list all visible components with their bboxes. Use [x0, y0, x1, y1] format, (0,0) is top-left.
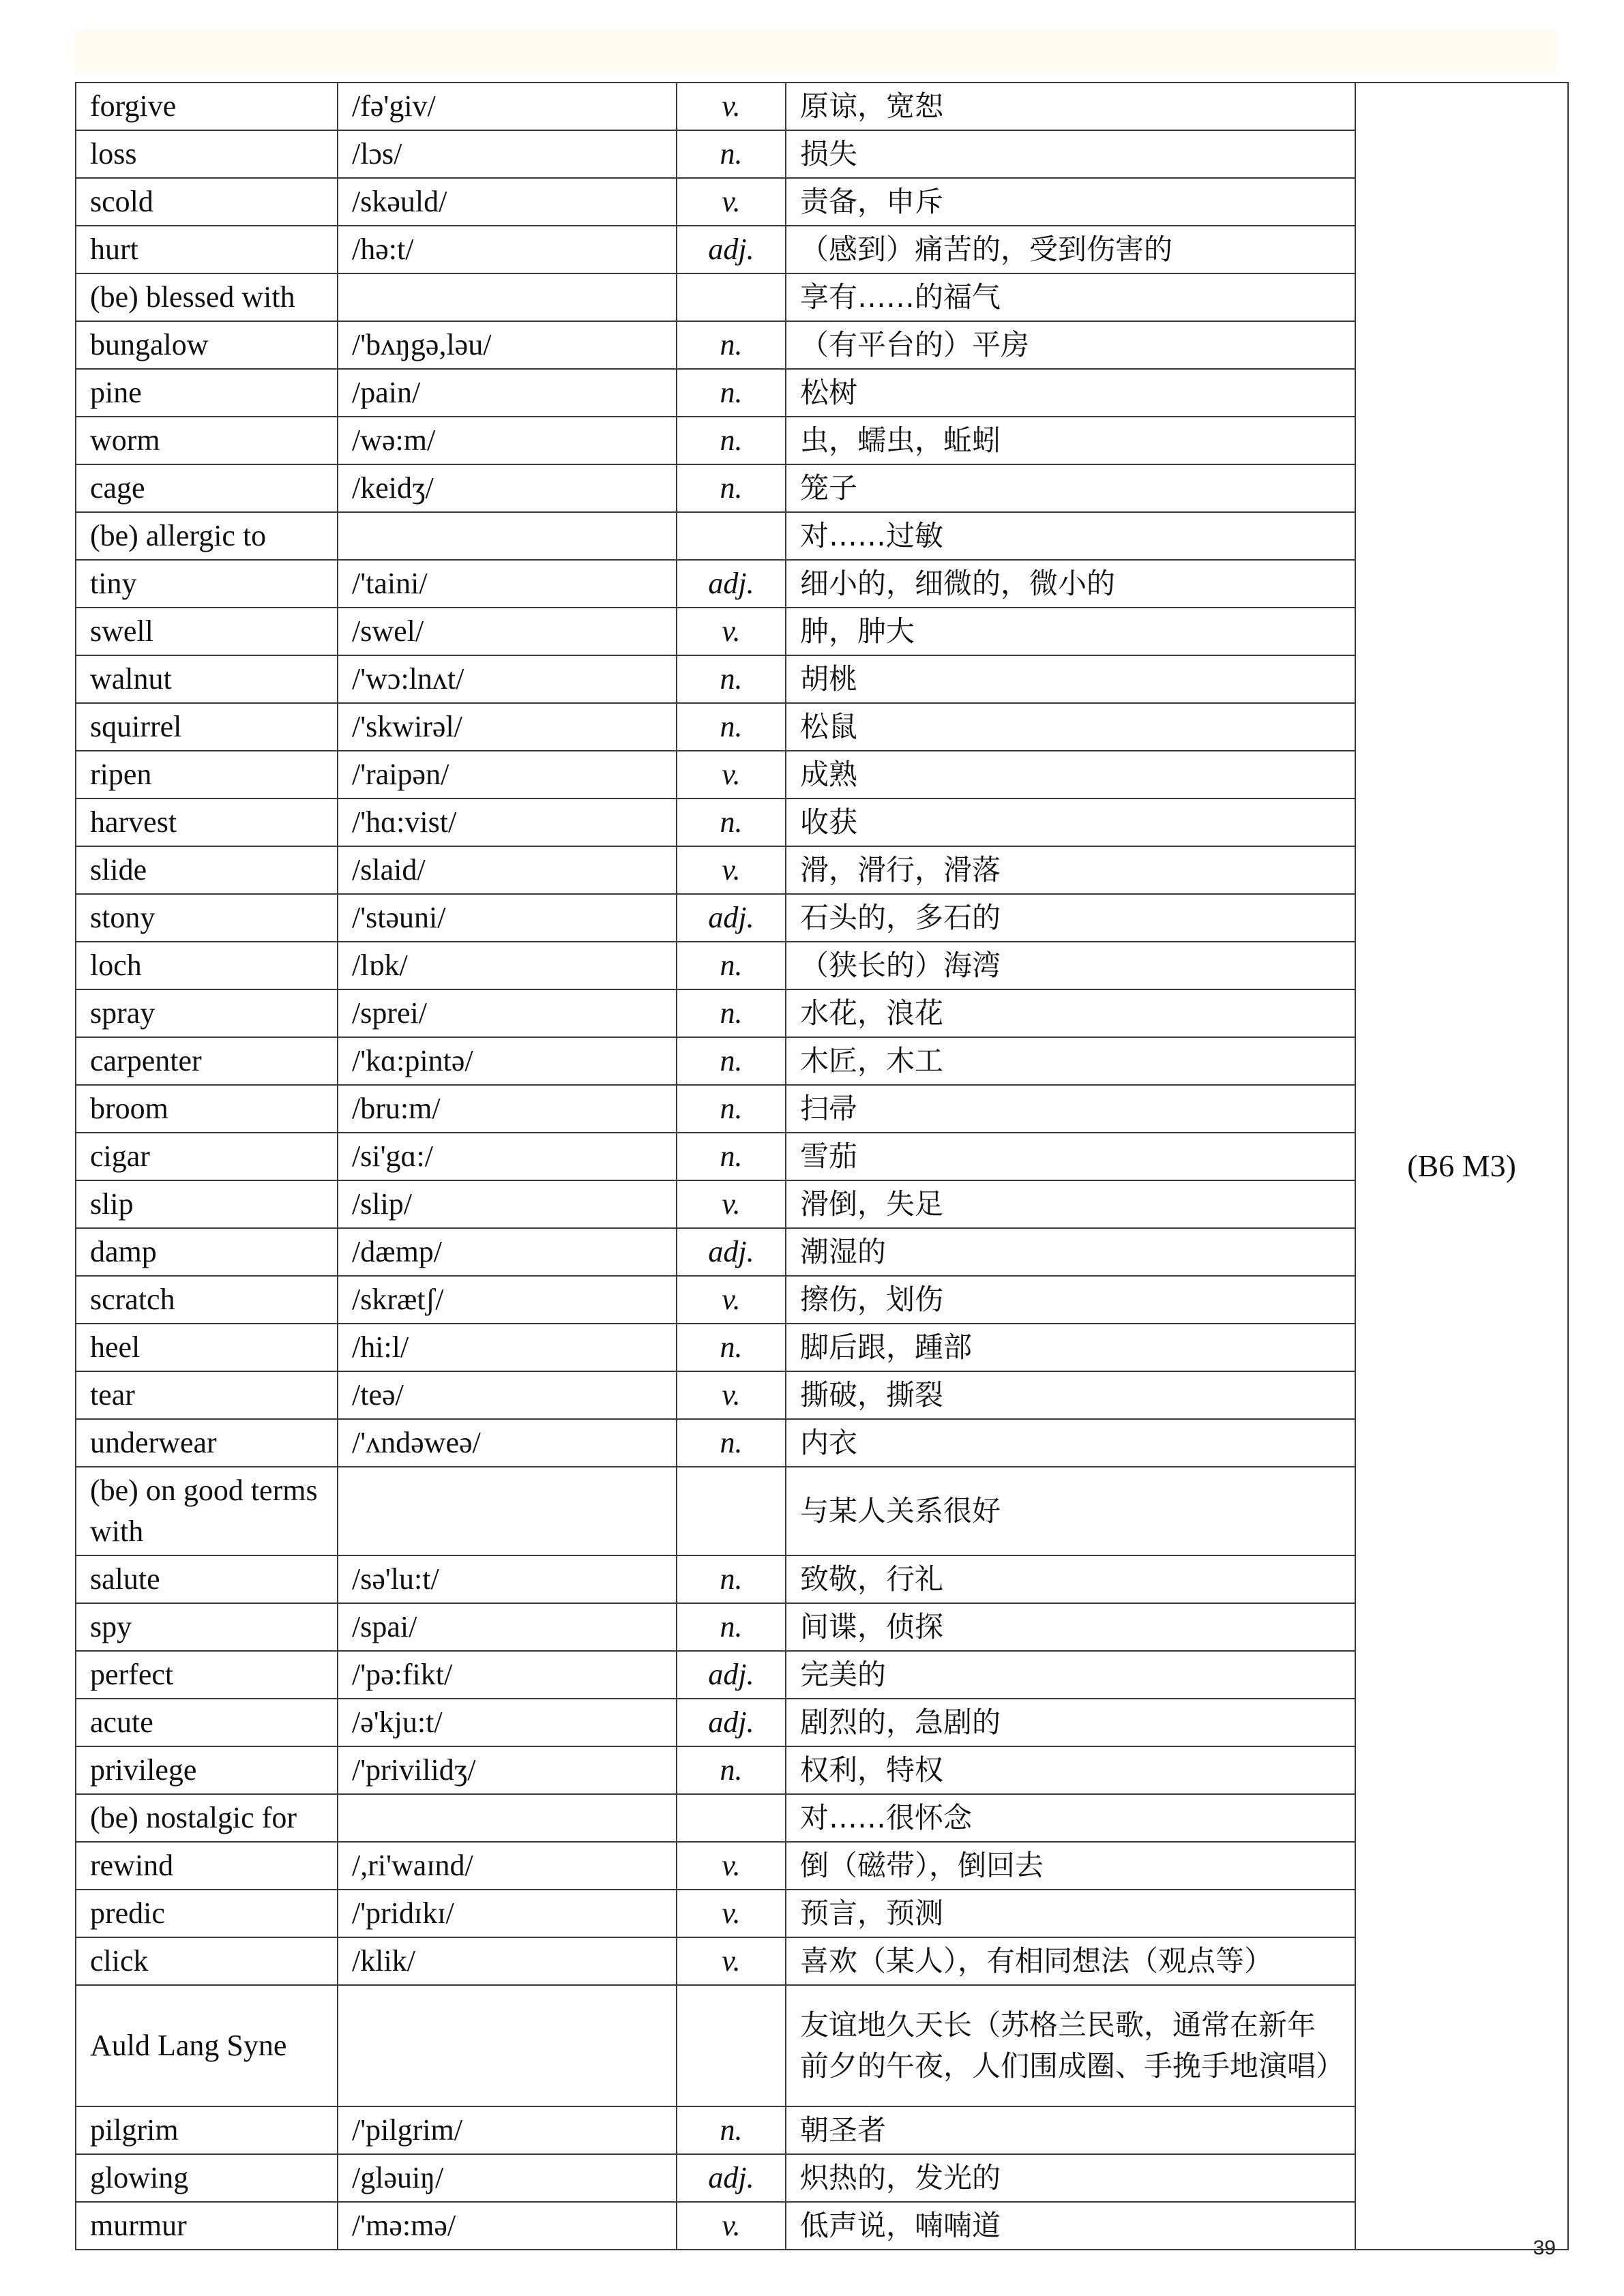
part-of-speech-cell [677, 1985, 786, 2106]
header-band [75, 30, 1556, 74]
part-of-speech-cell: v. [677, 1842, 786, 1890]
word-cell: carpenter [76, 1037, 338, 1085]
meaning-cell: 水花，浪花 [786, 989, 1355, 1037]
part-of-speech-cell: v. [677, 1180, 786, 1228]
phonetic-cell: /'skwirəl/ [338, 703, 677, 751]
phonetic-cell: /'pridɪkɪ/ [338, 1890, 677, 1937]
phonetic-cell: /spai/ [338, 1603, 677, 1651]
part-of-speech-cell: n. [677, 1133, 786, 1180]
table-row [76, 1794, 1568, 1842]
meaning-cell: 责备，申斥 [786, 178, 1355, 226]
word-cell: spy [76, 1603, 338, 1651]
phonetic-cell: /sə'lu:t/ [338, 1555, 677, 1603]
table-row [76, 1133, 1568, 1180]
word-cell: glowing [76, 2154, 338, 2202]
word-cell: loss [76, 130, 338, 178]
part-of-speech-cell: n. [677, 2106, 786, 2154]
table-row [76, 608, 1568, 655]
phonetic-cell: /'privilidʒ/ [338, 1746, 677, 1794]
meaning-cell: 笼子 [786, 464, 1355, 512]
word-cell: hurt [76, 226, 338, 273]
part-of-speech-cell: n. [677, 130, 786, 178]
word-cell: cage [76, 464, 338, 512]
part-of-speech-cell [677, 1467, 786, 1555]
phonetic-cell: /slaid/ [338, 846, 677, 894]
vocabulary-table-body [76, 83, 1568, 2250]
part-of-speech-cell: n. [677, 321, 786, 369]
meaning-cell: 细小的，细微的，微小的 [786, 560, 1355, 608]
meaning-cell: 低声说，喃喃道 [786, 2202, 1355, 2250]
part-of-speech-cell: v. [677, 608, 786, 655]
word-cell: perfect [76, 1651, 338, 1699]
table-row [76, 1985, 1568, 2106]
meaning-cell: 损失 [786, 130, 1355, 178]
word-cell: (be) nostalgic for [76, 1794, 338, 1842]
word-cell: (be) blessed with [76, 273, 338, 321]
table-row [76, 846, 1568, 894]
word-cell: loch [76, 942, 338, 989]
part-of-speech-cell: v. [677, 846, 786, 894]
word-cell: bungalow [76, 321, 338, 369]
part-of-speech-cell: n. [677, 942, 786, 989]
meaning-cell: 木匠，木工 [786, 1037, 1355, 1085]
meaning-cell: 扫帚 [786, 1085, 1355, 1133]
table-row [76, 1371, 1568, 1419]
word-cell: salute [76, 1555, 338, 1603]
word-cell: Auld Lang Syne [76, 1985, 338, 2106]
meaning-cell: 松鼠 [786, 703, 1355, 751]
meaning-cell: 滑，滑行，滑落 [786, 846, 1355, 894]
unit-label: (B6 M3) [1355, 83, 1568, 2250]
meaning-cell: （狭长的）海湾 [786, 942, 1355, 989]
part-of-speech-cell: v. [677, 178, 786, 226]
table-row [76, 369, 1568, 417]
phonetic-cell: /'pilgrim/ [338, 2106, 677, 2154]
part-of-speech-cell: n. [677, 1085, 786, 1133]
table-row [76, 417, 1568, 464]
part-of-speech-cell: v. [677, 1276, 786, 1324]
phonetic-cell: /'stəuni/ [338, 894, 677, 942]
phonetic-cell: /hə:t/ [338, 226, 677, 273]
word-cell: tear [76, 1371, 338, 1419]
vocabulary-table [75, 82, 1569, 2250]
table-row [76, 226, 1568, 273]
table-row [76, 2154, 1568, 2202]
phonetic-cell [338, 1467, 677, 1555]
table-row [76, 1180, 1568, 1228]
meaning-cell: 撕破，撕裂 [786, 1371, 1355, 1419]
table-row [76, 560, 1568, 608]
meaning-cell: 雪茄 [786, 1133, 1355, 1180]
part-of-speech-cell: v. [677, 2202, 786, 2250]
meaning-cell: 剧烈的，急剧的 [786, 1699, 1355, 1746]
word-cell: underwear [76, 1419, 338, 1467]
word-cell: swell [76, 608, 338, 655]
table-row [76, 989, 1568, 1037]
part-of-speech-cell: adj. [677, 1651, 786, 1699]
part-of-speech-cell: n. [677, 655, 786, 703]
word-cell: murmur [76, 2202, 338, 2250]
word-cell: pilgrim [76, 2106, 338, 2154]
phonetic-cell: /'mə:mə/ [338, 2202, 677, 2250]
meaning-cell: 潮湿的 [786, 1228, 1355, 1276]
phonetic-cell: /'ʌndəweə/ [338, 1419, 677, 1467]
word-cell: (be) on good terms with [76, 1467, 338, 1555]
meaning-cell: 松树 [786, 369, 1355, 417]
meaning-cell: 与某人关系很好 [786, 1467, 1355, 1555]
meaning-cell: 权利，特权 [786, 1746, 1355, 1794]
part-of-speech-cell: n. [677, 1603, 786, 1651]
part-of-speech-cell: adj. [677, 1699, 786, 1746]
part-of-speech-cell: n. [677, 1746, 786, 1794]
word-cell: pine [76, 369, 338, 417]
word-cell: predic [76, 1890, 338, 1937]
part-of-speech-cell: n. [677, 1037, 786, 1085]
word-cell: privilege [76, 1746, 338, 1794]
meaning-cell: 虫，蠕虫，蚯蚓 [786, 417, 1355, 464]
phonetic-cell: /si'gɑ:/ [338, 1133, 677, 1180]
phonetic-cell: /gləuiŋ/ [338, 2154, 677, 2202]
phonetic-cell [338, 1794, 677, 1842]
table-row [76, 1699, 1568, 1746]
phonetic-cell: /'taini/ [338, 560, 677, 608]
word-cell: damp [76, 1228, 338, 1276]
word-cell: tiny [76, 560, 338, 608]
phonetic-cell: /keidʒ/ [338, 464, 677, 512]
part-of-speech-cell: v. [677, 751, 786, 799]
part-of-speech-cell: v. [677, 1371, 786, 1419]
table-row [76, 894, 1568, 942]
phonetic-cell: /'raipən/ [338, 751, 677, 799]
part-of-speech-cell: v. [677, 1937, 786, 1985]
part-of-speech-cell [677, 512, 786, 560]
phonetic-cell [338, 273, 677, 321]
table-row [76, 1324, 1568, 1371]
part-of-speech-cell: n. [677, 1324, 786, 1371]
table-row [76, 751, 1568, 799]
word-cell: scold [76, 178, 338, 226]
phonetic-cell: /ə'kju:t/ [338, 1699, 677, 1746]
part-of-speech-cell: n. [677, 799, 786, 846]
word-cell: forgive [76, 83, 338, 130]
meaning-cell: 预言，预测 [786, 1890, 1355, 1937]
word-cell: broom [76, 1085, 338, 1133]
part-of-speech-cell [677, 1794, 786, 1842]
phonetic-cell [338, 512, 677, 560]
table-row [76, 2106, 1568, 2154]
meaning-cell: 喜欢（某人），有相同想法（观点等） [786, 1937, 1355, 1985]
word-cell: (be) allergic to [76, 512, 338, 560]
phonetic-cell: /dæmp/ [338, 1228, 677, 1276]
meaning-cell: 原谅，宽恕 [786, 83, 1355, 130]
meaning-cell: 胡桃 [786, 655, 1355, 703]
table-row [76, 1746, 1568, 1794]
phonetic-cell: /'pə:fikt/ [338, 1651, 677, 1699]
meaning-cell: 内衣 [786, 1419, 1355, 1467]
meaning-cell: 肿，肿大 [786, 608, 1355, 655]
table-row [76, 1276, 1568, 1324]
page-number: 39 [1533, 2237, 1556, 2259]
part-of-speech-cell: n. [677, 1555, 786, 1603]
part-of-speech-cell: n. [677, 703, 786, 751]
table-row [76, 1937, 1568, 1985]
meaning-cell: 完美的 [786, 1651, 1355, 1699]
meaning-cell: 石头的，多石的 [786, 894, 1355, 942]
meaning-cell: 朝圣者 [786, 2106, 1355, 2154]
word-cell: squirrel [76, 703, 338, 751]
table-row [76, 799, 1568, 846]
phonetic-cell: /klik/ [338, 1937, 677, 1985]
phonetic-cell: /skəuld/ [338, 178, 677, 226]
meaning-cell: （感到）痛苦的，受到伤害的 [786, 226, 1355, 273]
phonetic-cell [338, 1985, 677, 2106]
part-of-speech-cell: n. [677, 989, 786, 1037]
table-row [76, 83, 1568, 130]
phonetic-cell: /,ri'waɪnd/ [338, 1842, 677, 1890]
table-row [76, 1890, 1568, 1937]
part-of-speech-cell: n. [677, 369, 786, 417]
part-of-speech-cell: n. [677, 1419, 786, 1467]
part-of-speech-cell: adj. [677, 1228, 786, 1276]
table-row [76, 464, 1568, 512]
table-row [76, 1419, 1568, 1467]
meaning-cell: 成熟 [786, 751, 1355, 799]
part-of-speech-cell: adj. [677, 226, 786, 273]
word-cell: walnut [76, 655, 338, 703]
table-row [76, 130, 1568, 178]
meaning-cell: 友谊地久天长（苏格兰民歌，通常在新年前夕的午夜，人们围成圈、手挽手地演唱） [786, 1985, 1355, 2106]
meaning-cell: 脚后跟，踵部 [786, 1324, 1355, 1371]
phonetic-cell: /'kɑ:pintə/ [338, 1037, 677, 1085]
phonetic-cell: /bru:m/ [338, 1085, 677, 1133]
part-of-speech-cell [677, 273, 786, 321]
word-cell: scratch [76, 1276, 338, 1324]
table-row [76, 1555, 1568, 1603]
table-row [76, 1228, 1568, 1276]
phonetic-cell: /lɒk/ [338, 942, 677, 989]
meaning-cell: 对……很怀念 [786, 1794, 1355, 1842]
phonetic-cell: /wə:m/ [338, 417, 677, 464]
part-of-speech-cell: v. [677, 83, 786, 130]
table-row [76, 1037, 1568, 1085]
meaning-cell: 倒（磁带），倒回去 [786, 1842, 1355, 1890]
phonetic-cell: /skrætʃ/ [338, 1276, 677, 1324]
part-of-speech-cell: n. [677, 417, 786, 464]
phonetic-cell: /fə'giv/ [338, 83, 677, 130]
table-row [76, 1085, 1568, 1133]
phonetic-cell: /hi:l/ [338, 1324, 677, 1371]
meaning-cell: 擦伤，划伤 [786, 1276, 1355, 1324]
meaning-cell: 收获 [786, 799, 1355, 846]
phonetic-cell: /teə/ [338, 1371, 677, 1419]
part-of-speech-cell: n. [677, 464, 786, 512]
table-row [76, 512, 1568, 560]
table-row [76, 321, 1568, 369]
word-cell: spray [76, 989, 338, 1037]
meaning-cell: 炽热的，发光的 [786, 2154, 1355, 2202]
phonetic-cell: /'bʌŋgə,ləu/ [338, 321, 677, 369]
phonetic-cell: /lɔs/ [338, 130, 677, 178]
word-cell: stony [76, 894, 338, 942]
table-row [76, 1467, 1568, 1555]
meaning-cell: 间谍，侦探 [786, 1603, 1355, 1651]
phonetic-cell: /'hɑ:vist/ [338, 799, 677, 846]
phonetic-cell: /'wɔ:lnʌt/ [338, 655, 677, 703]
phonetic-cell: /slip/ [338, 1180, 677, 1228]
phonetic-cell: /sprei/ [338, 989, 677, 1037]
word-cell: slide [76, 846, 338, 894]
table-row [76, 1603, 1568, 1651]
meaning-cell: 致敬，行礼 [786, 1555, 1355, 1603]
word-cell: harvest [76, 799, 338, 846]
word-cell: ripen [76, 751, 338, 799]
word-cell: worm [76, 417, 338, 464]
table-row [76, 1651, 1568, 1699]
part-of-speech-cell: adj. [677, 894, 786, 942]
word-cell: acute [76, 1699, 338, 1746]
table-row [76, 2202, 1568, 2250]
meaning-cell: （有平台的）平房 [786, 321, 1355, 369]
table-row [76, 273, 1568, 321]
phonetic-cell: /swel/ [338, 608, 677, 655]
part-of-speech-cell: adj. [677, 560, 786, 608]
table-row [76, 178, 1568, 226]
meaning-cell: 滑倒，失足 [786, 1180, 1355, 1228]
meaning-cell: 对……过敏 [786, 512, 1355, 560]
table-row [76, 942, 1568, 989]
part-of-speech-cell: v. [677, 1890, 786, 1937]
table-row [76, 703, 1568, 751]
word-cell: rewind [76, 1842, 338, 1890]
word-cell: heel [76, 1324, 338, 1371]
part-of-speech-cell: adj. [677, 2154, 786, 2202]
table-row [76, 1842, 1568, 1890]
word-cell: slip [76, 1180, 338, 1228]
word-cell: cigar [76, 1133, 338, 1180]
word-cell: click [76, 1937, 338, 1985]
meaning-cell: 享有……的福气 [786, 273, 1355, 321]
phonetic-cell: /pain/ [338, 369, 677, 417]
table-row [76, 655, 1568, 703]
